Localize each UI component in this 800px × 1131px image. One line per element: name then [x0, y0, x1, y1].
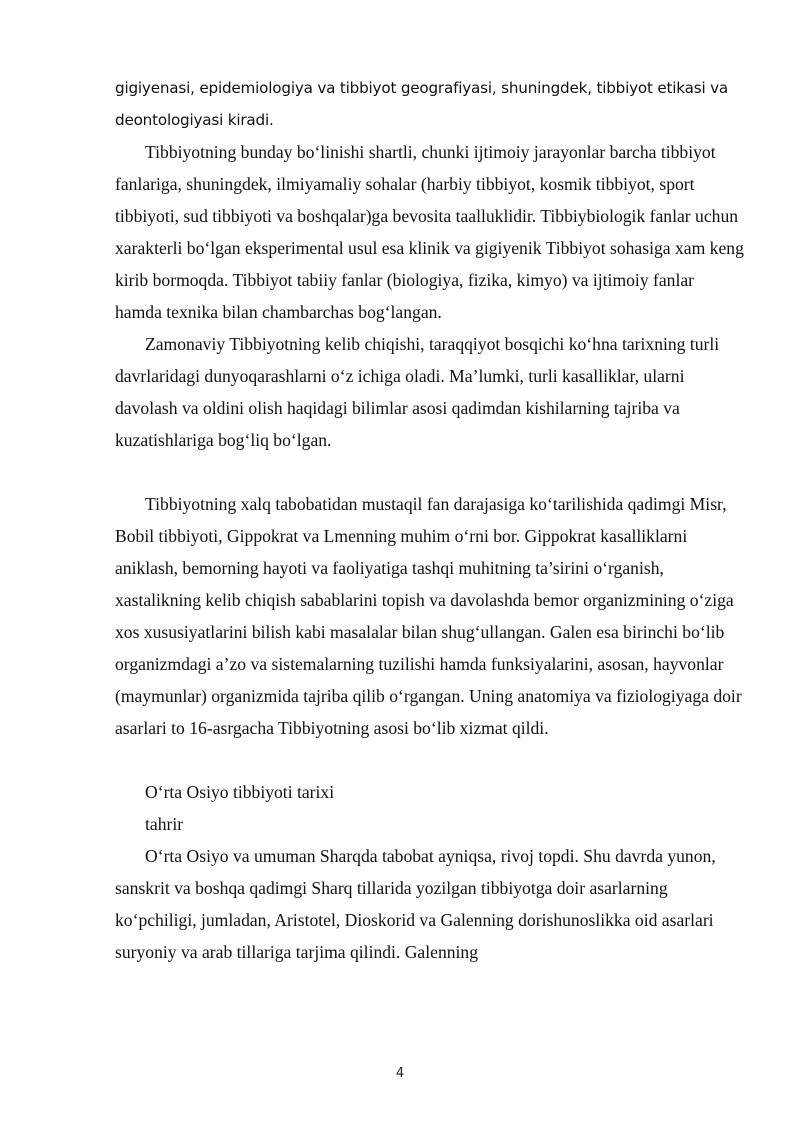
paragraph-central-asia-medicine: O‘rta Osiyo va umuman Sharqda tabobat ayniqsa, rivoj topdi. Shu davrda yunon, sanskrit va boshqa qadimgi Sharq tillarida yozilgan tibbiyotga doir asarlarning ko‘pchiligi, jumladan, Aristotel, Dioskorid va Galenning dorishunoslikka oid asarlari suryoniy va arab tillariga tarjima qilindi. Galenning	[115, 846, 716, 962]
paragraph-medicine-division: Tibbiyotning bunday bo‘linishi shartli, chunki ijtimoiy jarayonlar barcha tibbiyot fanlariga, shuningdek, ilmiyamaliy sohalar (harbiy tibbiyot, kosmik tibbiyot, sport tibbiyoti, sud tibbiyoti va boshqalar)ga bevosita taalluklidir. Tibbiybiologik fanlar uchun xarakterli bo‘lgan eksperimental usul esa klinik va gigiyenik Tibbiyot sohasiga xam keng kirib bormoqda. Tibbiyot tabiiy fanlar (biologiya, fizika, kimyo) va ijtimoiy fanlar hamda texnika bilan chambarchas bog‘langan.	[115, 142, 744, 322]
paragraph-modern-medicine-origin: Zamonaviy Tibbiyotning kelib chiqishi, taraqqiyot bosqichi ko‘hna tarixning turli davrlaridagi dunyoqarashlarni o‘z ichiga oladi. Ma’lumki, turli kasalliklar, ularni davolash va oldini olish haqidagi bilimlar asosi qadimdan kishilarning tajriba va kuzatishlariga bog‘liq bo‘lgan.	[115, 334, 720, 450]
document-body	[115, 72, 745, 968]
page-number: 4	[395, 1066, 405, 1081]
edit-link[interactable]: tahrir	[145, 814, 184, 834]
paragraph-hippocrates-galen: Tibbiyotning xalq tabobatidan mustaqil fan darajasiga ko‘tarilishida qadimgi Misr, Bobil tibbiyoti, Gippokrat va Lmenning muhim o‘rni bor. Gippokrat kasalliklarni aniklash, bemorning hayoti va faoliyatiga tashqi muhitning ta’sirini o‘rganish, xastalikning kelib chiqish sabablarini topish va davolashda bemor organizmining o‘ziga xos xususiyatlarini bilish kabi masalalar bilan shug‘ullangan. Galen esa birinchi bo‘lib organizmdagi a’zo va sistemalarning tuzilishi hamda funksiyalarini, asosan, hayvonlar (maymunlar) organizmida tajriba qilib o‘rgangan. Uning anatomiya va fiziologiyaga doir asarlari to 16-asrgacha Tibbiyotning asosi bo‘lib xizmat qildi.	[115, 494, 742, 738]
paragraph-spacer	[115, 744, 745, 776]
paragraph-spacer	[115, 456, 745, 488]
paragraph-continuation: gigiyenasi, epidemiologiya va tibbiyot geografiyasi, shuningdek, tibbiyot etikasi va deontologiyasi kiradi.	[115, 79, 728, 129]
section-heading: O‘rta Osiyo tibbiyoti tarixi	[145, 782, 335, 802]
